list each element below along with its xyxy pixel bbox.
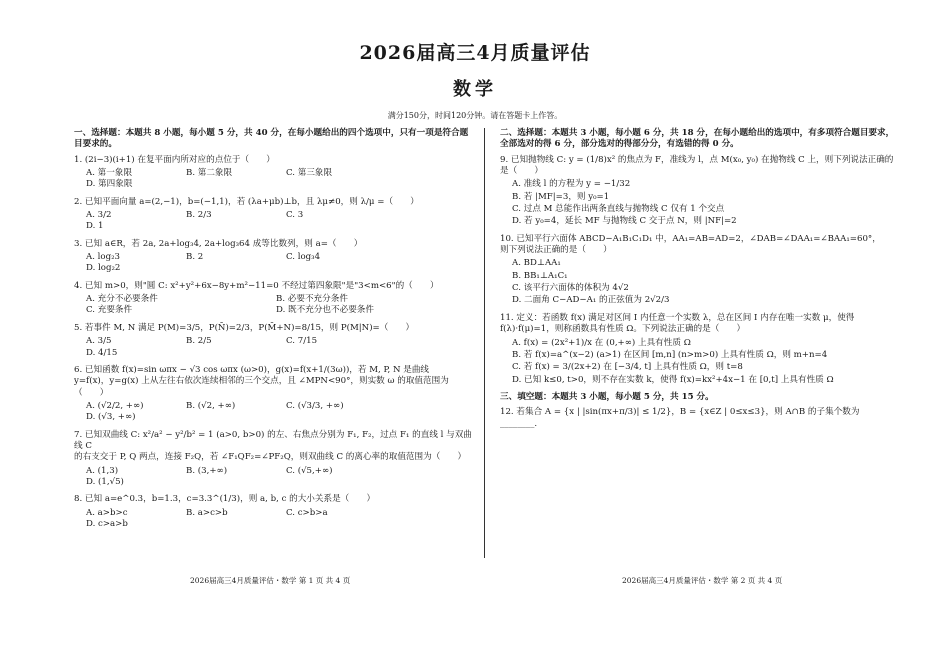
option: C. 过点 M 总能作出两条直线与抛物线 C 仅有 1 个交点 — [512, 204, 725, 215]
option: B. (3,+∞) — [186, 465, 228, 476]
question-10 — [500, 234, 895, 257]
question-12: 12. 若集合 A = {x | |sin(πx+π/3)| ≤ 1/2}，B = {x∈Z | 0≤x≤3}，则 A∩B 的子集个数为________. — [500, 407, 860, 429]
section-heading: 三、填空题：本题共 3 小题，每小题 5 分，共 15 分。 — [500, 391, 714, 402]
exam-title: 2026届高三4月质量评估 — [359, 42, 591, 64]
option: C. 充要条件 — [86, 305, 133, 316]
question-7-line-2: 的右支交于 P, Q 两点，连接 F₂Q，若 ∠F₁QF₂=∠PF₂Q，则双曲线 C 的离心率的取值范围为（ ） — [74, 452, 467, 463]
option: B. 2/3 — [186, 210, 212, 221]
option: D. 二面角 C−AD−A₁ 的正弦值为 2√2/3 — [512, 295, 670, 306]
question-7-options — [86, 466, 472, 489]
question-6-line-1: 6. 已知函数 f(x)=sin ωπx − √3 cos ωπx (ω>0)，g(x)=f(x+1/(3ω))，若 M, P, N 是曲线 — [74, 364, 430, 375]
question-6-line-2: y=f(x)，y=g(x) 上从左往右依次连续相邻的三个交点，且 ∠MPN<90°，则实数 ω 的取值范围为（ ） — [74, 376, 449, 398]
option: C. c>b>a — [286, 507, 328, 518]
question-11-line-1: 11. 定义：若函数 f(x) 满足对区间 I 内任意一个实数 λ，总在区间 I 内存在唯一实数 μ，使得 — [500, 312, 855, 323]
question-1: 1. (2i−3)(i+1) 在复平面内所对应的点位于（ ） — [74, 154, 275, 165]
left-page — [74, 126, 472, 536]
question-7 — [74, 430, 472, 464]
option: B. a>c>b — [186, 507, 228, 518]
question-4-options — [86, 294, 472, 317]
option: D. c>a>b — [86, 518, 128, 529]
question-2-options — [86, 210, 472, 233]
question-6-options — [86, 401, 472, 424]
option: C. (√5,+∞) — [286, 465, 333, 476]
question-6 — [74, 365, 472, 399]
question-9-line-2: 是（ ） — [500, 166, 543, 177]
option: A. BD⊥AA₁ — [512, 258, 561, 269]
question-10-line-2: 则下列说法正确的是（ ） — [500, 245, 612, 256]
option: C. (√3/3, +∞) — [286, 400, 344, 411]
option: A. log₂3 — [86, 252, 121, 263]
question-11-options — [512, 338, 895, 386]
option: C. 第三象限 — [286, 168, 333, 179]
option: B. 第二象限 — [186, 168, 233, 179]
option: A. 3/5 — [86, 336, 112, 347]
option: D. 若 y₀=4，延长 MF 与抛物线 C 交于点 N，则 |NF|=2 — [512, 216, 737, 227]
option: C. 7/15 — [286, 336, 318, 347]
option: B. 若 f(x)=a^(x−2) (a>1) 在区间 [m,n] (n>m>0) 上具有性质 Ω，则 m+n=4 — [512, 349, 828, 360]
question-7-line-1: 7. 已知双曲线 C: x²/a² − y²/b² = 1 (a>0, b>0) 的左、右焦点分别为 F₁, F₂，过点 F₁ 的直线 l 与双曲线 C — [74, 429, 472, 451]
option: D. 已知 k≤0, t>0，则不存在实数 k，使得 f(x)=kx²+4x−1 在 [0,t] 上具有性质 Ω — [512, 374, 834, 385]
question-4: 4. 已知 m>0，则"圆 C: x²+y²+6x−8y+m²−11=0 不经过第四象限"是"3<m<6"的（ ） — [74, 280, 439, 291]
page-footer-left: 2026届高三4月质量评估・数学 第 1 页 共 4 页 — [190, 576, 351, 585]
section-heading: 二、选择题：本题共 3 小题，每小题 6 分，共 18 分，在每小题给出的选项中，有多项符合题目要求，全部选对的得 6 分，部分选对的得部分分，有选错的得 0 分。 — [500, 128, 895, 150]
exam-note: 满分150分，时间120分钟。请在答题卡上作答。 — [387, 111, 563, 120]
question-5-options — [86, 336, 472, 359]
option: B. 2/5 — [186, 336, 212, 347]
option: A. a>b>c — [86, 507, 128, 518]
option: A. 3/2 — [86, 210, 112, 221]
right-page — [500, 126, 895, 432]
question-10-line-1: 10. 已知平行六面体 ABCD−A₁B₁C₁D₁ 中，AA₁=AB=AD=2，∠DAB=∠DAA₁=∠BAA₁=60°， — [500, 233, 881, 244]
question-3: 3. 已知 a∈R，若 2a, 2a+log₃4, 2a+log₃64 成等比数列，则 a=（ ） — [74, 238, 363, 249]
option: D. (√3, +∞) — [86, 412, 136, 423]
page-footer-right: 2026届高三4月质量评估・数学 第 2 页 共 4 页 — [622, 576, 783, 585]
option: D. (1,√5) — [86, 476, 124, 487]
question-10-options — [512, 258, 895, 306]
option: D. 4/15 — [86, 347, 118, 358]
option: D. 1 — [86, 221, 104, 232]
question-1-options — [86, 168, 472, 191]
question-11 — [500, 313, 895, 336]
option: A. 第一象限 — [86, 168, 133, 179]
column-divider — [484, 128, 486, 558]
option: D. log₂2 — [86, 263, 121, 274]
option: B. BB₁⊥A₁C₁ — [512, 270, 568, 281]
option: C. 该平行六面体的体积为 4√2 — [512, 283, 629, 294]
question-9-options — [512, 179, 895, 227]
option: B. 必要不充分条件 — [276, 294, 348, 305]
option: C. 3 — [286, 210, 304, 221]
question-9 — [500, 155, 895, 178]
option: D. 既不充分也不必要条件 — [276, 305, 374, 316]
question-9-line-1: 9. 已知抛物线 C: y = (1/8)x² 的焦点为 F，准线为 l，点 M(x₀, y₀) 在抛物线 C 上，则下列说法正确的 — [500, 154, 894, 165]
subject-title: 数学 — [453, 79, 497, 100]
option: B. 2 — [186, 252, 204, 263]
question-2: 2. 已知平面向量 a=(2,−1)，b=(−1,1)，若 (λa+μb)⊥b，且 λμ≠0，则 λ/μ =（ ） — [74, 196, 419, 207]
question-8-options — [86, 508, 472, 531]
option: D. 第四象限 — [86, 179, 133, 190]
option: A. f(x) = (2x²+1)/x 在 (0,+∞) 上具有性质 Ω — [512, 337, 691, 348]
option: C. log₃4 — [286, 252, 321, 263]
question-8: 8. 已知 a=e^0.3，b=1.3，c=3.3^(1/3)，则 a, b, c 的大小关系是（ ） — [74, 494, 376, 505]
option: A. 准线 l 的方程为 y = −1/32 — [512, 179, 631, 190]
question-11-line-2: f(λ)·f(μ)=1，则称函数具有性质 Ω。下列说法正确的是（ ） — [500, 324, 746, 335]
question-3-options — [86, 252, 472, 275]
option: A. (√2/2, +∞) — [86, 400, 144, 411]
option: A. 充分不必要条件 — [86, 294, 158, 305]
option: B. (√2, +∞) — [186, 400, 236, 411]
question-5: 5. 若事件 M, N 满足 P(M)=3/5，P(N̄)=2/3，P(M̄+N)=8/15，则 P(M|N)=（ ） — [74, 322, 415, 333]
option: C. 若 f(x) = 3/(2x+2) 在 [−3/4, t] 上具有性质 Ω，则 t=8 — [512, 362, 743, 373]
option: B. 若 |MF|=3，则 y₀=1 — [512, 191, 610, 202]
option: A. (1,3) — [86, 465, 119, 476]
section-heading: 一、选择题：本题共 8 小题，每小题 5 分，共 40 分，在每小题给出的四个选项中，只有一项是符合题目要求的。 — [74, 128, 469, 150]
